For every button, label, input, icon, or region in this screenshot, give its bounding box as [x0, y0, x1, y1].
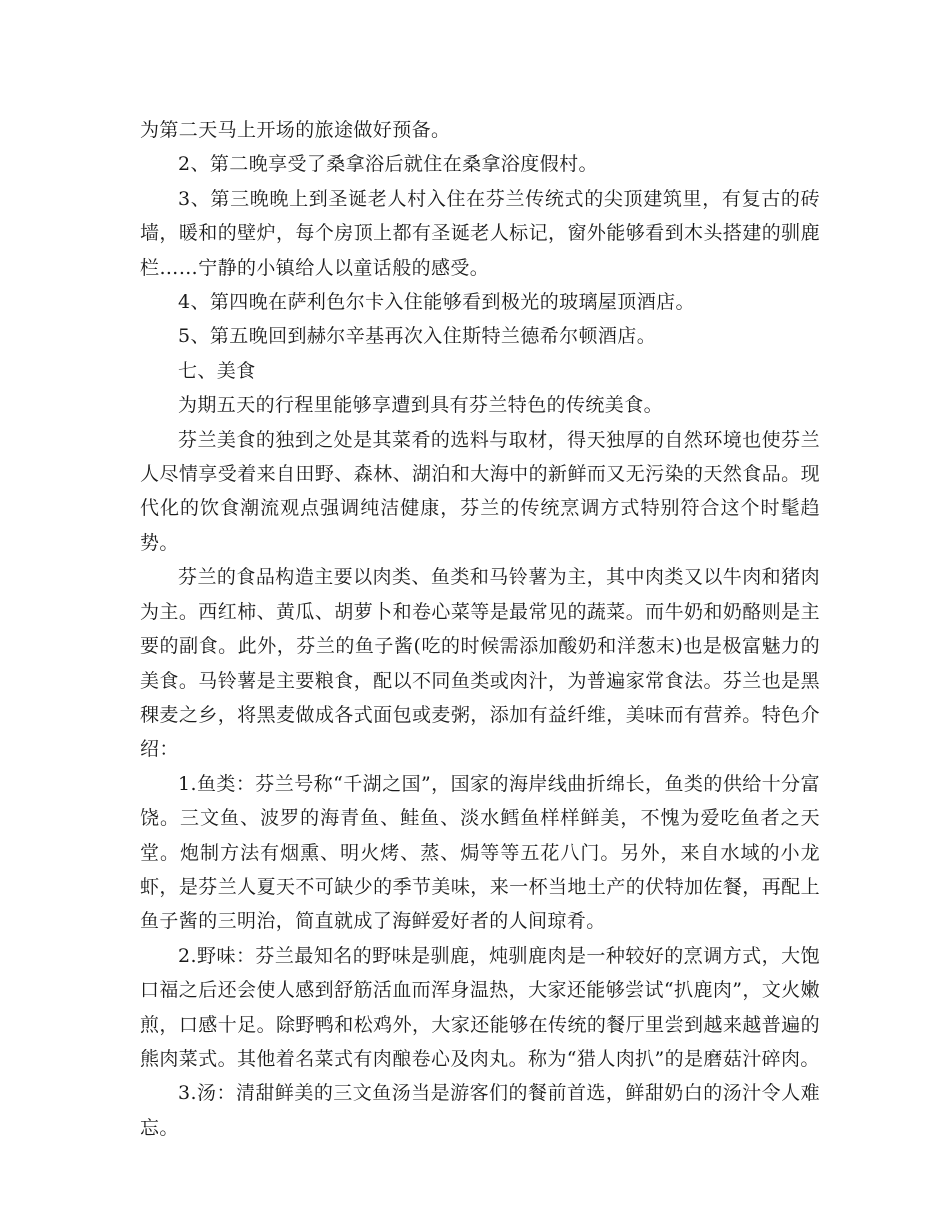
paragraph-food-unique: 芬兰美食的独到之处是其菜肴的选料与取材，得天独厚的自然环境也使芬兰人尽情享受着来自田野、森林、湖泊和大海中的新鲜而又无污染的天然食品。现代化的饮食潮流观点强调纯洁健康，芬兰的传统烹调方式特别符合这个时髦趋势。	[140, 428, 820, 554]
paragraph-continuation: 为第二天马上开场的旅途做好预备。	[140, 119, 451, 141]
paragraph-night-2: 2、第二晚享受了桑拿浴后就住在桑拿浴度假村。	[178, 153, 598, 176]
paragraph-night-3: 3、第三晚晚上到圣诞老人村入住在芬兰传统式的尖顶建筑里，有复古的砖墙，暖和的壁炉，每个房顶上都有圣诞老人标记，窗外能够看到木头搭建的驯鹿栏……宁静的小镇给人以童话般的感受。	[140, 187, 820, 279]
paragraph-game: 2.野味：芬兰最知名的野味是驯鹿，炖驯鹿肉是一种较好的烹调方式，大饱口福之后还会使人感到舒筋活血而浑身温热，大家还能够尝试“扒鹿肉”，文火嫩煎，口感十足。除野鸭和松鸡外，大家还能够在传统的餐厅里尝到越来越普遍的熊肉菜式。其他着名菜式有肉酿卷心及肉丸。称为“猎人肉扒”的是磨菇汁碎肉。	[140, 944, 820, 1070]
document-body	[140, 113, 820, 1145]
paragraph-soup: 3.汤：清甜鲜美的三文鱼汤当是游客们的餐前首选，鲜甜奶白的汤汁令人难忘。	[140, 1082, 820, 1139]
paragraph-food-structure: 芬兰的食品构造主要以肉类、鱼类和马铃薯为主，其中肉类又以牛肉和猪肉为主。西红柿、黄瓜、胡萝卜和卷心菜等是最常见的蔬菜。而牛奶和奶酪则是主要的副食。此外，芬兰的鱼子酱(吃的时候需添加酸奶和洋葱末)也是极富魅力的美食。马铃薯是主要粮食，配以不同鱼类或肉汁，为普遍家常食法。芬兰也是黑稞麦之乡，将黑麦做成各式面包或麦粥，添加有益纤维，美味而有营养。特色介绍：	[140, 566, 820, 761]
section-heading-food: 七、美食	[178, 359, 256, 382]
paragraph-fish: 1.鱼类：芬兰号称“千湖之国”，国家的海岸线曲折绵长，鱼类的供给十分富饶。三文鱼、波罗的海青鱼、鲑鱼、淡水鳕鱼样样鲜美，不愧为爱吃鱼者之天堂。炮制方法有烟熏、明火烤、蒸、焗等等五花八门。另外，来自水域的小龙虾，是芬兰人夏天不可缺少的季节美味，来一杯当地土产的伏特加佐餐，再配上鱼子酱的三明治，简直就成了海鲜爱好者的人间琼肴。	[140, 772, 820, 933]
paragraph-night-5: 5、第五晚回到赫尔辛基再次入住斯特兰德希尔顿酒店。	[178, 325, 657, 348]
paragraph-night-4: 4、第四晚在萨利色尔卡入住能够看到极光的玻璃屋顶酒店。	[178, 291, 695, 314]
paragraph-food-intro: 为期五天的行程里能够享遭到具有芬兰特色的传统美食。	[178, 394, 664, 417]
